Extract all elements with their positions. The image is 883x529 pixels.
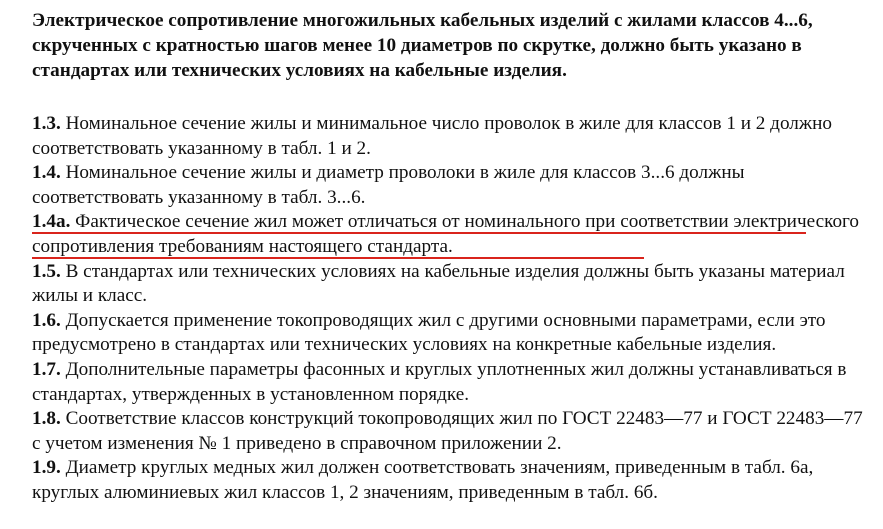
clause-1-8 <box>32 407 872 456</box>
clause-text: В стандартах или технических условиях на кабельные изделия должны быть указаны материал жилы и класс. <box>32 260 845 307</box>
clause-text: Соответствие классов конструкций токопроводящих жил по ГОСТ 22483—77 и ГОСТ 22483—77 с учетом изменения № 1 приведено в справочном приложении 2. <box>32 408 863 454</box>
clause-1-3 <box>32 112 872 161</box>
clause-1-4a <box>32 210 872 259</box>
clause-text: Фактическое сечение жил может отличаться от номинального при соответствии электрического сопротивления требованиям настоящего стандарта. <box>32 211 860 257</box>
clause-number: 1.4а. <box>32 211 71 233</box>
clause-text: Диаметр круглых медных жил должен соответствовать значениям, приведенным в табл. 6а, круглых алюминиевых жил классов 1, 2 значениям, приведенным в табл. 6б. <box>32 457 814 503</box>
clause-text: Дополнительные параметры фасонных и круглых уплотненных жил должны устанавливаться в стандартах, утвержденных в установленном порядке. <box>32 358 847 405</box>
red-underline-2 <box>32 257 644 259</box>
red-underline-1 <box>32 232 806 234</box>
intro-paragraph: Электрическое сопротивление многожильных кабельных изделий с жилами классов 4...6, скрученных с кратностью шагов менее 10 диаметров по скрутке, должно быть указано в стандартах или технических условиях на кабельные изделия. <box>32 10 813 81</box>
clause-number: 1.9. <box>32 457 61 479</box>
clause-number: 1.6. <box>32 309 61 331</box>
clause-text: Допускается применение токопроводящих жил с другими основными параметрами, если это предусмотрено в стандартах или технических условиях на конкретные кабельные изделия. <box>32 309 826 356</box>
clause-text: Номинальное сечение жилы и минимальное число проволок в жиле для классов 1 и 2 должно соответствовать указанному в табл. 1 и 2. <box>32 113 832 159</box>
clause-1-4 <box>32 161 872 210</box>
clause-text: Номинальное сечение жилы и диаметр проволоки в жиле для классов 3...6 должны соответствовать указанному в табл. 3...6. <box>32 162 745 208</box>
clause-number: 1.7. <box>32 358 61 380</box>
clause-1-7 <box>32 358 872 407</box>
clause-number: 1.3. <box>32 113 61 134</box>
clause-1-9 <box>32 456 872 505</box>
clause-number: 1.5. <box>32 260 61 282</box>
document-page <box>32 8 872 506</box>
clause-1-6 <box>32 309 872 358</box>
clause-1-5 <box>32 260 872 309</box>
clause-number: 1.4. <box>32 162 61 184</box>
clause-number: 1.8. <box>32 408 61 430</box>
clause-list <box>32 112 872 506</box>
